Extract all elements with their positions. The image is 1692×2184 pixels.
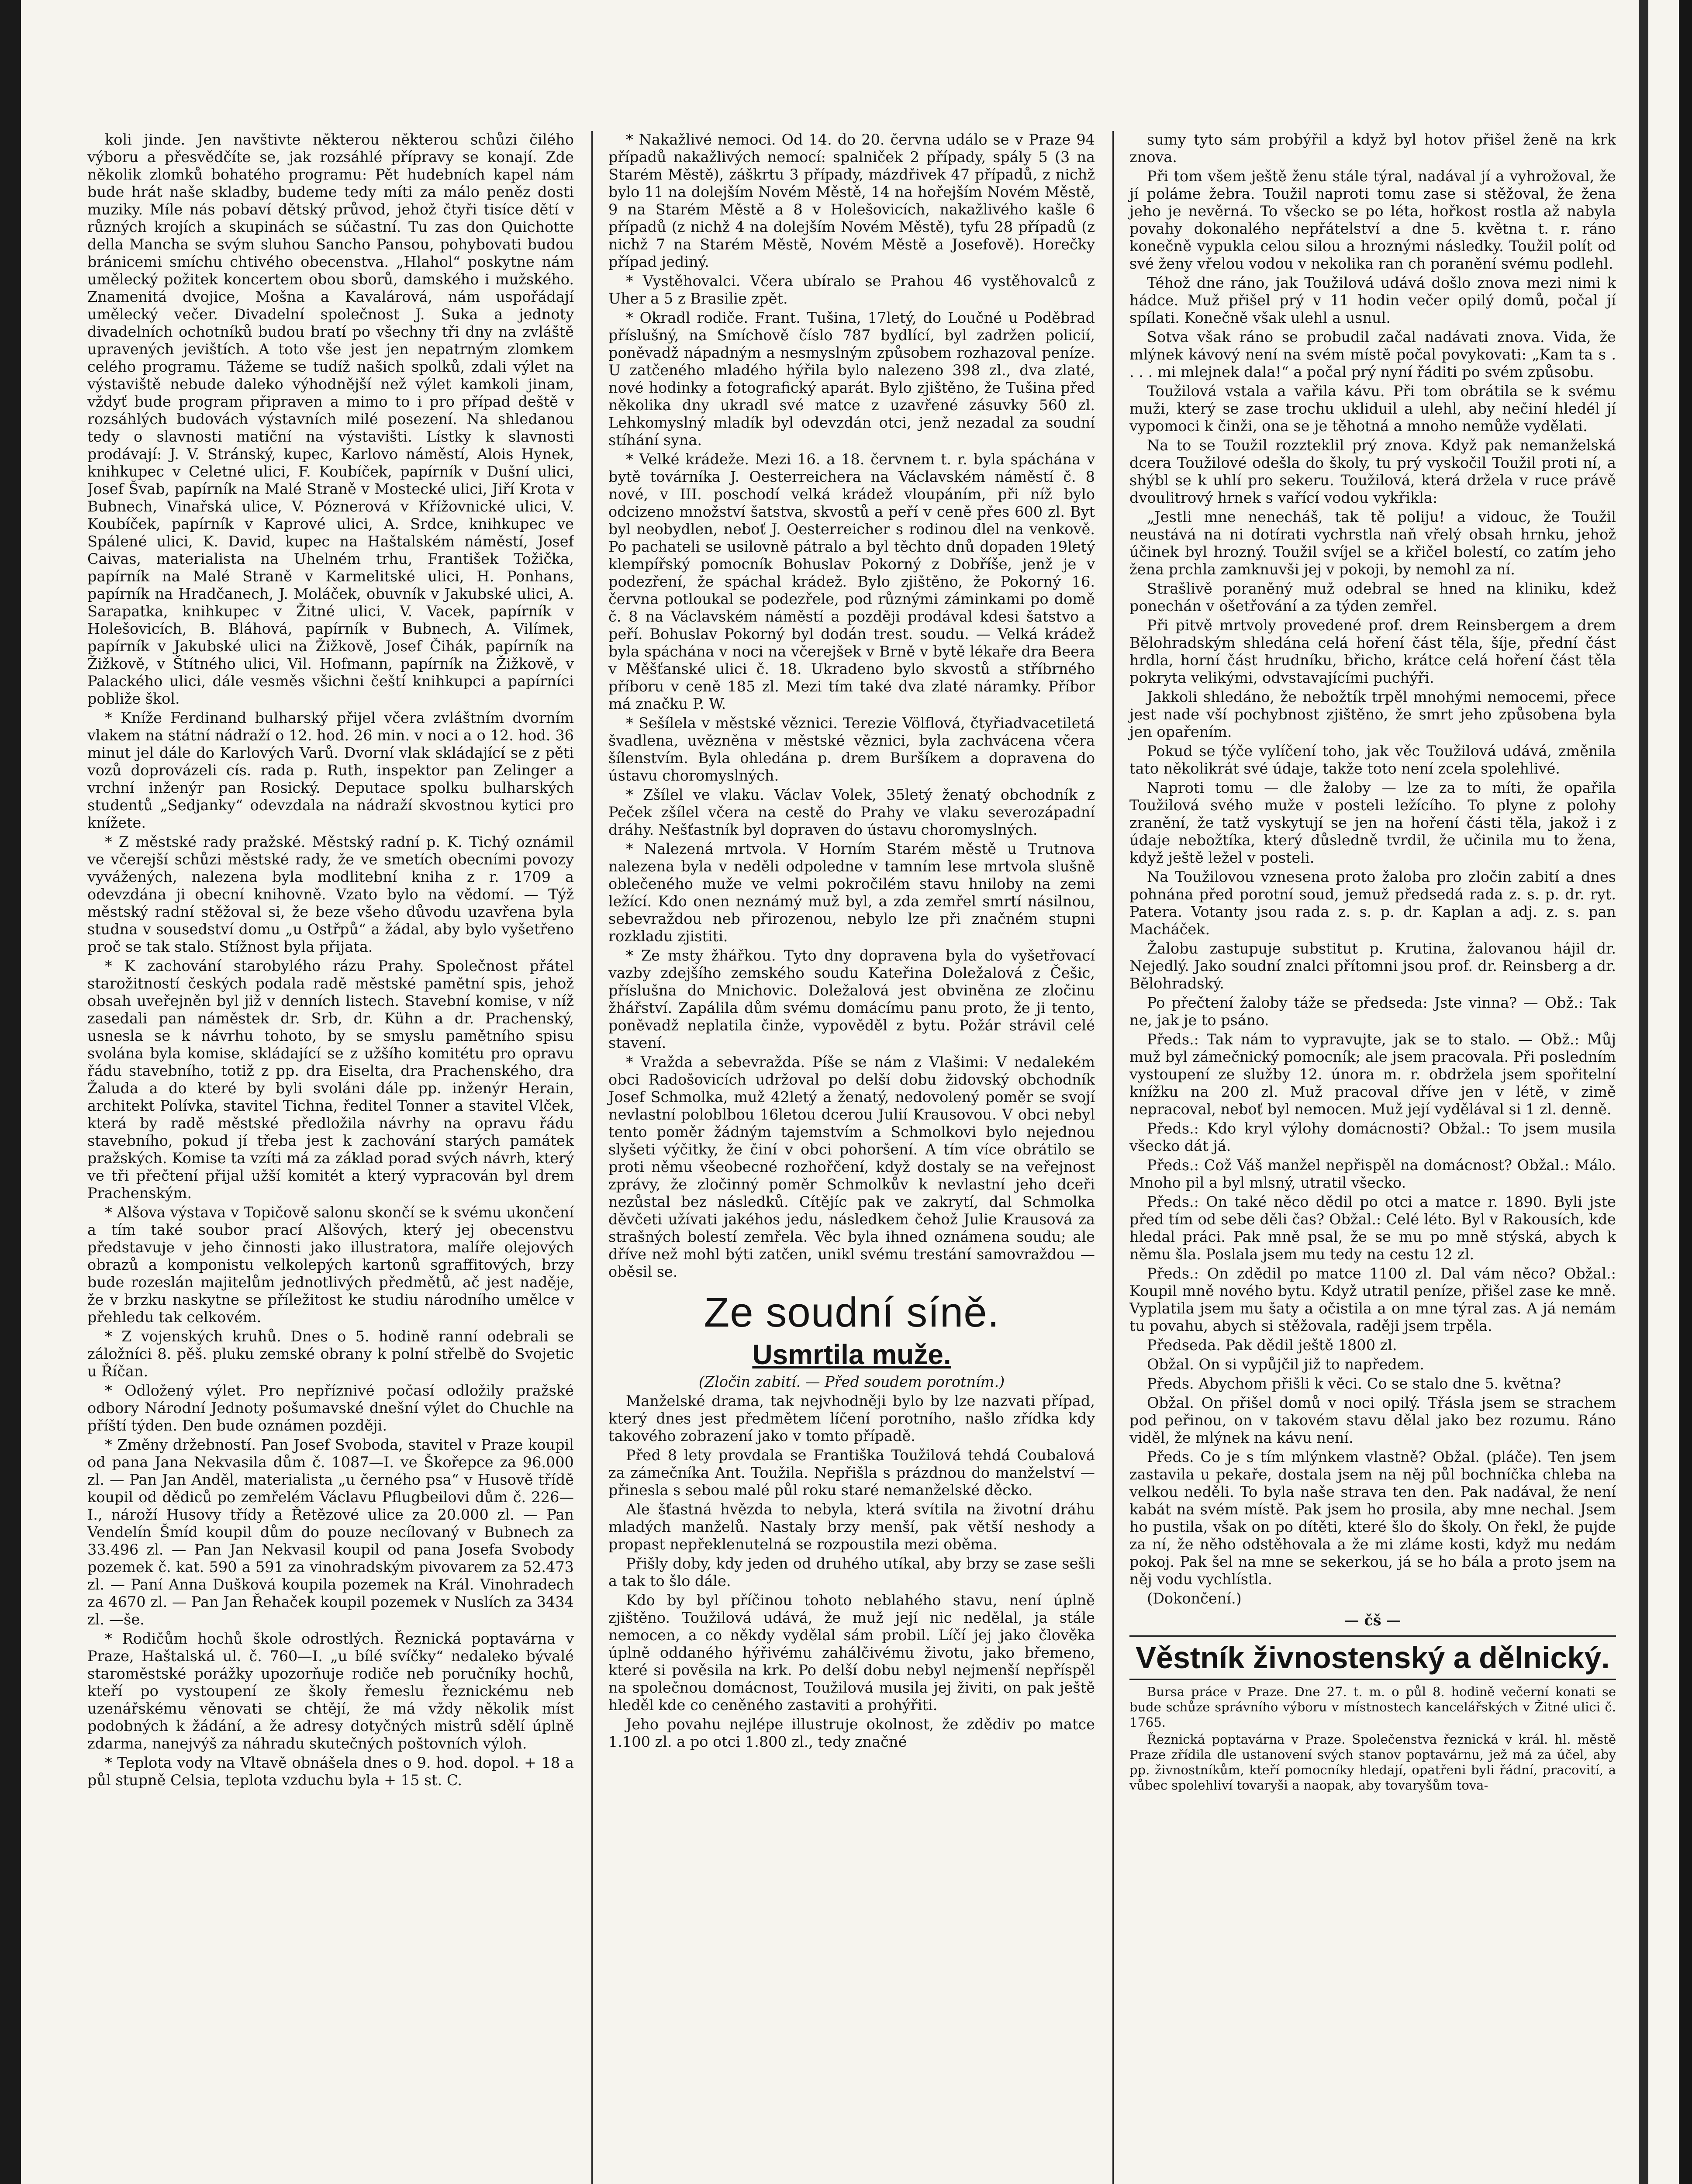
news-paragraph: * Alšova výstava v Topičově salonu skončí se k svému ukončení a tím také soubor prací Alšových, který jej obecenstvu představuje v jeho činnosti jako illustratora, malíře olejových obrazů a komponistu velkolepých kartonů sgraffitových, brzy bude rozeslán majitelům jednotlivých předmětů, ač jest naděje, že v brzku naskytne se příležitost ke studiu národního umělce v přehledu tak celkovém. — [87, 1204, 574, 1326]
news-paragraph: koli jinde. Jen navštivte některou některou schůzi čilého výboru a přesvědčíte se, jak rozsáhlé přípravy se konají. Zde několik zlomků bohatého programu: Pět hudebních kapel nám bude hrát naše skladby, budeme tedy míti za málo peněz dosti muziky. Míle nás pobaví dětský průvod, jehož čtyři tisíce dětí v různých krojích a skupinách se súčastní. Tu zas don Quichotte della Mancha se svým sluhou Sancho Pansou, pohybovati budou bránicemi smíchu chtivého obecenstva. „Hlahol“ poskytne nám umělecký požitek koncertem obou sborů, damského i mužského. Znamenitá dvojice, Mošna a Kavalárová, nám uspořádají umělecký večer. Divadelní společnost J. Suka a jednoty divadelních ochotníků budou bratí po všechny tři dny na zvláště upravených jevištích. A toto vše jest jen nepatrným zlomkem celého programu. Tážeme se tudíž našich spolků, zdali výlet na výstaviště nebude daleko výhodnější než výlet kamkoli jinam, vždyť bude program připraven a mimo to i pro případ deště v rozsáhlých budovách výstavních milé posezení. Na shledanou tedy o slavnosti matiční na výstavišti. Lístky k slavnosti prodávají: J. V. Stránský, kupec, Karlovo náměstí, Alois Hynek, knihkupec v Celetné ulici, F. Koubíček, papírník v Dušní ulici, Josef Švab, papírník na Malé Straně v Mostecké ulici, Jiří Krota v Bubnech, Vinařská ulice, V. Póznerová v Křížovnické ulici, V. Koubíček, papírník v Kaprové ulici, A. Srdce, knihkupec ve Spálené ulici, K. David, kupec na Haštalském náměstí, Josef Caivas, materialista na Uhelném trhu, František Tožička, papírník na Malé Straně v Karmelitské ulici, H. Ponhans, papírník na Hradčanech, J. Moláček, obuvník v Jakubské ulici, A. Sarapatka, knihkupec v Žitné ulici, V. Vacek, papírník v Holešovicích, B. Bláhová, papírník v Bubnech, A. Vilímek, papírník v Jakubské ulici na Žižkově, Josef Čihák, papírník na Žižkově, v Štítného ulici, Vil. Hofmann, papírník na Žižkově, v Palackého ulici, dále vesměs všichni čeští knihkupci a papírníci pobliže škol. — [87, 131, 574, 707]
news-paragraph: * Vystěhovalci. Včera ubíralo se Prahou 46 vystěhovalců z Uher a 5 z Brasilie zpět. — [608, 273, 1095, 307]
news-paragraph: * Odložený výlet. Pro nepříznivé počasí odložily pražské odbory Národní Jednoty pošumavské dnešní výlet do Chuchle na příští týden. Den bude oznámen později. — [87, 1382, 574, 1434]
article-paragraph: Po přečtení žaloby táže se předseda: Jste vinna? — Obž.: Tak ne, jak je to psáno. — [1129, 994, 1616, 1029]
news-paragraph: * Teplota vody na Vltavě obnášela dnes o 9. hod. dopol. + 18 a půl stupně Celsia, teplota vzduchu byla + 15 st. C. — [87, 1754, 574, 1789]
news-paragraph: * Zšílel ve vlaku. Václav Volek, 35letý ženatý obchodník z Peček zšílel včera na cestě do Prahy ve vlaku severozápadní dráhy. Nešťastník byl dopraven do ústavu choromyslných. — [608, 786, 1095, 838]
court-article-headline: Usmrtila muže. — [752, 1339, 951, 1370]
article-end-mark: — čš — — [1344, 1612, 1401, 1629]
article-paragraph: Strašlivě poraněný muž odebral se hned na kliniku, kdež ponechán v ošetřování a za týden zemřel. — [1129, 580, 1616, 615]
article-paragraph: Pokud se týče vylíčení toho, jak věc Toužilová udává, změnila tato několikrát své údaje, takže toto není zcela spolehlivé. — [1129, 743, 1616, 777]
news-items — [608, 131, 1095, 1281]
court-section — [608, 1289, 1095, 1751]
article-paragraph: Přišly doby, kdy jeden od druhého utíkal, aby brzy se zase sešli a tak to šlo dále. — [608, 1555, 1095, 1590]
news-paragraph: * Velké krádeže. Mezi 16. a 18. červnem t. r. byla spáchána v bytě továrníka J. Oesterreichera na Václavském náměstí č. 8 nové, v III. poschodí velká krádež vloupáním, při níž bylo odcizeno množství šatstva, skvostů a peří v ceně přes 600 zl. Byt byl neobydlen, neboť J. Oesterreicher s rodinou dlel na venkově. Po pachateli se usilovně pátralo a byl těchto dnů dopaden 19letý klempířský pomocník Bohuslav Pokorný z Dobříše, jenž je v podezření, že spáchal krádež. Bylo zjištěno, že Pokorný 16. června potloukal se podezřele, pod různými záminkami po domě č. 8 na Václavském náměstí a později prodával kdesi šatstvo a peří. Bohuslav Pokorný byl dodán trest. soudu. — Velká krádež byla spáchána v noci na včerejšek v Brně v bytě lékaře dra Beera v Měšťanské ulici č. 18. Ukradeno bylo skvostů a stříbrného příboru v ceně 185 zl. Mezi tím také dva zlaté náramky. Příbor má značku P. W. — [608, 451, 1095, 712]
article-paragraph: Při pitvě mrtvoly provedené prof. drem Reinsbergem a drem Bělohradským shledána celá hoření část těla, šíje, přední část hrdla, horní část hrudníku, břicho, krátce celá hoření část těla pokryta velikými, odvstavajícími puchýři. — [1129, 617, 1616, 686]
court-article-continuation — [1129, 131, 1616, 1607]
news-paragraph: * K zachování starobylého rázu Prahy. Společnost přátel starožitností českých podala radě městské pamětní spis, jehož obsah uveřejněn byl již v denních listech. Stavební komise, v níž zasedali pan náměstek dr. Srb, dr. Kühn a dr. Prachenský, usnesla se k návrhu tohoto, by se smyslu pamětního spisu svolána byla komise, skládající se z užšího komitétu pro opravu řádu stavebního, totiž z pp. dra Eiselta, dra Prachenského, dra Žaluda a do které by byli svoláni dále pp. inženýr Herain, architekt Polívka, stavitel Tichna, ředitel Tonner a stavitel Vlček, která by radě městské předložila návrhy na opravu řádu stavebního, pokud jí třeba jest k zachování starých památek pražských. Komise ta vzíti má za základ porad svých návrh, který ve tři přečtení přijal užší komitét a který vypracován byl drem Prachenským. — [87, 957, 574, 1202]
scan-edge-right-inner — [1639, 0, 1648, 2184]
scan-edge-right — [1679, 0, 1692, 2184]
article-paragraph: Předs. Co je s tím mlýnkem vlastně? Obžal. (pláče). Ten jsem zastavila u pekaře, dostala jsem na něj půl bochníčka chleba na velkou neděli. To byla naše strava ten den. Pak nadával, že není kabát na svém místě. Pak jsem ho prosila, aby mne nechal. Jsem ho pustila, však on po dítěti, které šlo do školy. On řekl, že pujde za ní, že něho odstěhovala a že mi zláme kosti, když mu nedám pokoj. Pak šel na mne se sekerkou, já se ho bála a proto jsem na něj vodu vychlístla. — [1129, 1448, 1616, 1588]
news-paragraph: * Ze msty žhářkou. Tyto dny dopravena byla do vyšetřovací vazby zdejšího zemského soudu Kateřina Doležalová z Češic, příslušna do Mnichovic. Doležalová jest obviněna ze zločinu žhářství. Zapálila dům svému domácímu panu proto, že ji tento, poněvadž neplatila činže, vypověděl z bytu. Požár strávil celé stavení. — [608, 947, 1095, 1051]
article-paragraph: Téhož dne ráno, jak Toužilová udává došlo znova mezi nimi k hádce. Muž přišel prý v 11 hodin večer opilý domů, počal jí spílati. Konečně však ulehl a usnul. — [1129, 274, 1616, 326]
article-paragraph: Kdo by byl příčinou tohoto neblahého stavu, není úplně zjištěno. Toužilová udává, že muž její nic nedělal, ja stále nemocen, a co někdy vydělal sám probil. Líčí jej jako člověka úplně oddaného hýřivému zahálčivému životu, jako břemeno, které si pověsila na krk. Po delší dobu nebyl nejmenší nepříspěl na společnou domácnost, Toužilová musila jej živiti, on pak ještě hleděl kde co ceněného zastaviti a prohýřiti. — [608, 1592, 1095, 1714]
article-paragraph: Sotva však ráno se probudil začal nadávati znova. Vida, že mlýnek kávový není na svém místě počal povykovati: „Kam ta s . . . . mi mlejnek dala!“ a počal prý nyní řáditi po svém způsobu. — [1129, 328, 1616, 380]
news-paragraph: * Z městské rady pražské. Městský radní p. K. Tichý oznámil ve včerejší schůzi městské rady, že ve smetích obecními povozy vyvážených, nalezena byla modlitební kniha z r. 1709 a odevzdána ji obecní knihovně. Vzato bylo na vědomí. — Týž městský radní stěžoval si, že beze všeho důvodu uzavřena byla studna v sousedství domu „u Ostřpů“ a žádal, aby bylo vyšetřeno proč se tak stalo. Stížnost byla přijata. — [87, 833, 574, 955]
article-paragraph: Žalobu zastupuje substitut p. Krutina, žalovanou hájil dr. Nejedlý. Jako soudní znalci přítomni jsou prof. dr. Reinsberg a dr. Bělohradský. — [1129, 940, 1616, 992]
court-article-body — [608, 1393, 1095, 1751]
court-article-note: (Zločin zabití. — Před soudem porotním.) — [698, 1373, 1005, 1390]
news-paragraph: * Vražda a sebevražda. Píše se nám z Vlašimi: V nedalekém obci Radošovicích udržoval po delší dobu židovský obchodník Josef Schmolka, muž 42letý a ženatý, nedovolený poměr se svojí nevlastní poloblbou 16letou dcerou Julií Krausovou. V obci nebyl tento poměr žádným tajemstvím a Schmolkovi bylo nejednou slyšeti výčitky, že činí v obci pohoršení. A tím více obrátilo se proti němu všeobecné rozhořčení, když dostaly se na veřejnost zprávy, že zločinný poměr Schmolkův k nevlastní jeho dceři nezůstal bez následků. Cítějíc pak ve zakrytí, dal Schmolka děvčeti užívati jakéhos jedu, následkem čehož Julie Krausová za strašných bolestí zemřela. Věc byla ihned oznámena soudu; ale dříve než mohl býti zatčen, unikl svému trestání samovraždou — oběsil se. — [608, 1054, 1095, 1280]
vestnik-paragraph: Bursa práce v Praze. Dne 27. t. m. o půl 8. hodině večerní konati se bude schůze správního výboru v místnostech kancelářských v Žitné ulici č. 1765. — [1129, 1684, 1616, 1730]
column-2 — [591, 131, 1095, 2184]
article-paragraph: Jakkoli shledáno, že nebožtík trpěl mnohými nemocemi, přece jest nade vší pochybnost zjištěno, že smrt jeho způsobena byla jen opařením. — [1129, 688, 1616, 740]
article-paragraph: Předs.: On zdědil po matce 1100 zl. Dal vám něco? Obžal.: Koupil mně nového bytu. Když utratil peníze, přišel zase ke mně. Vyplatila jsem mu šaty a očistila a on mne týral zas. A já nemám tu povahu, abych si stěžovala, raději jsem trpěla. — [1129, 1265, 1616, 1334]
article-paragraph: Předs.: Což Váš manžel nepřispěl na domácnost? Obžal.: Málo. Mnoho pil a byl mlsný, utratil všecko. — [1129, 1157, 1616, 1191]
article-paragraph: Obžal. On si vypůjčil již to napředem. — [1147, 1356, 1425, 1373]
article-paragraph: Před 8 lety provdala se Františka Toužilová tehdá Coubalová za zámečníka Ant. Toužila. Nepřišla s prázdnou do manželství — přinesla s sebou malé půl roku staré nemanželské děcko. — [608, 1447, 1095, 1499]
article-paragraph: Manželské drama, tak nejvhodněji bylo by lze nazvati případ, který dnes jest předmětem líčení porotního, našlo zřídka kdy takového zobrazení jako v tomto případě. — [608, 1393, 1095, 1444]
news-paragraph: * Nakažlivé nemoci. Od 14. do 20. června událo se v Praze 94 případů nakažlivých nemocí: spalniček 2 případy, spály 5 (3 na Starém Městě), záškrtu 3 případy, mázdřivek 47 případů, z nichž bylo 11 na dolejším Novém Městě, 14 na hořejším Novém Městě, 9 na Starém Městě a 8 v Holešovicích, nakažlivého kašle 6 případů (z nichž 4 na dolejším Novém Městě), tyfu 28 případů (z nichž 7 na Starém Městě, Novém Městě a Josefově). Horečky případ jediný. — [608, 131, 1095, 270]
article-paragraph: Při tom všem ještě ženu stále týral, nadával jí a vyhrožoval, že jí poláme žebra. Toužil naproti tomu zase si stěžoval, že žena jeho je nevěrná. To všecko se po léta, hořkost rostla až nabyla povahy dokonalého nepřátelství a dne 5. května t. r. ráno konečně vypukla celou silou a hroznými následky. Toužil polít od své ženy vřelou vodou v nekolika ran ch poranění svému podlehl. — [1129, 168, 1616, 272]
article-paragraph: Na Toužilovou vznesena proto žaloba pro zločin zabití a dnes pohnána před porotní soud, jemuž předsedá rada z. s. p. dr. ryt. Patera. Votanty jsou rada z. s. p. dr. Kaplan a adj. z. s. pan Macháček. — [1129, 868, 1616, 938]
news-paragraph: * Z vojenských kruhů. Dnes o 5. hodině ranní odebrali se záložníci 8. pěš. pluku zemské obrany k polní střelbě do Svojetic u Říčan. — [87, 1328, 574, 1380]
newspaper-page — [87, 131, 1616, 2184]
news-paragraph: * Okradl rodiče. Frant. Tušina, 17letý, do Loučné u Poděbrad příslušný, na Smíchově číslo 787 bydlící, byl zadržen policií, poněvadž nápadným a nesmyslným způsobem rozhazoval peníze. U zatčeného mladého hýřila bylo nalezeno 398 zl., dva zlaté, nové hodinky a fotografický aparát. Bylo zjištěno, že Tušina před několika dny ukradl své matce z uzavřené zásuvky 560 zl. Lehkomyslný mladík byl odevzdán otci, jenž nezadal za soudní stíhání syna. — [608, 309, 1095, 449]
article-paragraph: Ale šťastná hvězda to nebyla, která svítila na životní dráhu mladých manželů. Nastaly brzy menší, pak větší neshody a propast nepřeklenutelná se rozpoustila mezi oběma. — [608, 1501, 1095, 1553]
news-paragraph: * Změny držebností. Pan Josef Svoboda, stavitel v Praze koupil od pana Jana Nekvasila dům č. 1087—I. ve Škořepce za 96.000 zl. — Pan Jan Anděl, materialista „u černého psa“ v Husově třídě koupil od dědiců po zemřelém Václavu Pflugbeilovi dům č. 226—I., nároží Husovy třídy a Řetězové ulice za 20.000 zl. — Pan Vendelín Šmíd koupil dům do pouze necílovaný v Bubnech za 33.496 zl. — Pan Jan Nekvasil koupil od pana Josefa Svobody pozemek č. kat. 590 a 591 za vinohradským pivovarem za 52.473 zl. — Paní Anna Dušková koupila pozemek na Král. Vinohradech za 4670 zl. — Pan Jan Řehaček koupil pozemek v Nuslích za 3434 zl. —še. — [87, 1436, 574, 1628]
article-paragraph: Předs.: Tak nám to vypravujte, jak se to stalo. — Obž.: Můj muž byl zámečnický pomocník; ale jsem pracovala. Při posledním vystoupení ze služby 12. února m. r. obdržela jsem spořitelní knížku na 200 zl. Muž pracoval dříve jen v létě, v zimě nepracoval, neboť byl nemocen. Muž její vydělával si 1 zl. denně. — [1129, 1031, 1616, 1118]
article-paragraph: Předs.: Kdo kryl výlohy domácnosti? Obžal.: To jsem musila všecko dát já. — [1129, 1120, 1616, 1154]
article-paragraph: Obžal. On přišel domů v noci opilý. Třásla jsem se strachem pod peřinou, on v takovém stavu dělal jako bez rozumu. Ráno viděl, že mlýnek na kávu není. — [1129, 1394, 1616, 1446]
article-paragraph: „Jestli mne nenecháš, tak tě poliju! a vidouc, že Toužil neustává na ni dotírati vychrstla naň vřelý obsah hrnku, jehož účinek byl hrozný. Toužil svíjel se a křičel bolestí, co zatím jeho žena prchla zamknuvši jej v pokoji, by nemohl za ní. — [1129, 508, 1616, 578]
news-paragraph: * Kníže Ferdinand bulharský přijel včera zvláštním dvorním vlakem na státní nádraží o 12. hod. 26 min. v noci a o 12. hod. 36 minut jel dále do Karlových Varů. Dvorní vlak skládající se z pěti vozů doprovázeli cís. rada p. Ruth, inspektor pan Zelinger a vrchní inženýr pan Rosický. Deputace spolku bulharských studentů „Sedjanky“ odevzdala na nádraží skvostnou kytici pro knížete. — [87, 709, 574, 831]
article-paragraph: sumy tyto sám probýřil a když byl hotov přišel ženě na krk znova. — [1129, 131, 1616, 166]
article-paragraph: Předseda. Pak dědil ještě 1800 zl. — [1147, 1337, 1397, 1354]
news-paragraph: * Nalezená mrtvola. V Horním Starém městě u Trutnova nalezena byla v neděli odpoledne v tamním lese mrtvola slušně oblečeného muže ve velmi pokročilém stavu hniloby na zemi ležící. Kdo onen neznámý muž byl, a zda zemřel smrtí násilnou, sebevraždou neb přirozenou, nebylo lze při značném stupni rozkladu zjistiti. — [608, 840, 1095, 945]
vestnik-body — [1129, 1684, 1616, 1793]
vestnik-section-title: Věstník živnostenský a dělnický. — [1129, 1635, 1616, 1680]
column-3 — [1112, 131, 1616, 2184]
article-paragraph: Naproti tomu — dle žaloby — lze za to míti, že opařila Toužilová svého muže v posteli ležícího. To plyne z polohy zranění, že tatž vyskytují se jen na hoření části těla, jakož i z údaje nebožtíka, který důsledně tvrdil, že učinila mu to žena, když ještě ležel v posteli. — [1129, 779, 1616, 866]
article-paragraph: Předs.: On také něco dědil po otci a matce r. 1890. Byli jste před tím od sebe děli čas? Obžal.: Celé léto. Byl v Rakousích, kde hledal práci. Pak mně psal, že se mu po mně stýská, abych k němu šla. Poslala jsem mu tedy na cestu 12 zl. — [1129, 1193, 1616, 1263]
news-paragraph: * Sešílela v městské věznici. Terezie Völflová, čtyřiadvacetiletá švadlena, uvězněna v městské věznici, byla zachvácena včera šílenstvím. Byla ohledána p. drem Buršíkem a dopravena do ústavu choromyslných. — [608, 715, 1095, 784]
article-paragraph: Na to se Toužil rozzteklil prý znova. Když pak nemanželská dcera Toužilové odešla do školy, tu prý vyskočil Toužil proti ní, a shýbl se k uhlí pro sekeru. Toužilová, která držela v ruce právě dvoulitrový hrnek s vařící vodou vykřikla: — [1129, 437, 1616, 506]
vestnik-paragraph: Řeznická poptavárna v Praze. Společenstva řeznická v král. hl. městě Praze zřídila dle ustanovení svých stanov poptavárnu, jež má za účel, aby pp. živnostníkům, kteří pomocníky hledají, opatřeni byli řádní, pracovití, a vůbec spolehliví tovaryši a naopak, aby tovaryšům tova- — [1129, 1732, 1616, 1793]
column-1 — [87, 131, 574, 2184]
article-paragraph: Jeho povahu nejlépe illustruje okolnost, že zdědiv po matce 1.100 zl. a po otci 1.800 zl., tedy značné — [608, 1716, 1095, 1750]
article-paragraph: (Dokončení.) — [1147, 1590, 1242, 1607]
article-paragraph: Předs. Abychom přišli k věci. Co se stalo dne 5. května? — [1147, 1375, 1561, 1392]
news-paragraph: * Rodičům hochů škole odrostlých. Řeznická poptavárna v Praze, Haštalská ul. č. 760—I. „u bílé svíčky“ nedaleko bývalé staroměstské porážky upozorňuje rodiče neb poručníky hochů, kteří po vystoupení ze školy řemeslu řeznickému neb uzenářskému věnovati se chtějí, že má vždy několik míst podobných k žádání, a že adresy dotyčných mistrů sdělí úplně zdarma, nanejvýš za náhradu skutečných poštovních výloh. — [87, 1630, 574, 1752]
article-paragraph: Toužilová vstala a vařila kávu. Při tom obrátila se k svému muži, který se zase trochu ukliduil a ulehl, aby nečiní hledél jí vypomoci k činži, ona se je těhotná a mnoho nemůže vydělati. — [1129, 383, 1616, 435]
scan-edge-left — [0, 0, 21, 2184]
court-section-title: Ze soudní síně. — [704, 1289, 1000, 1336]
